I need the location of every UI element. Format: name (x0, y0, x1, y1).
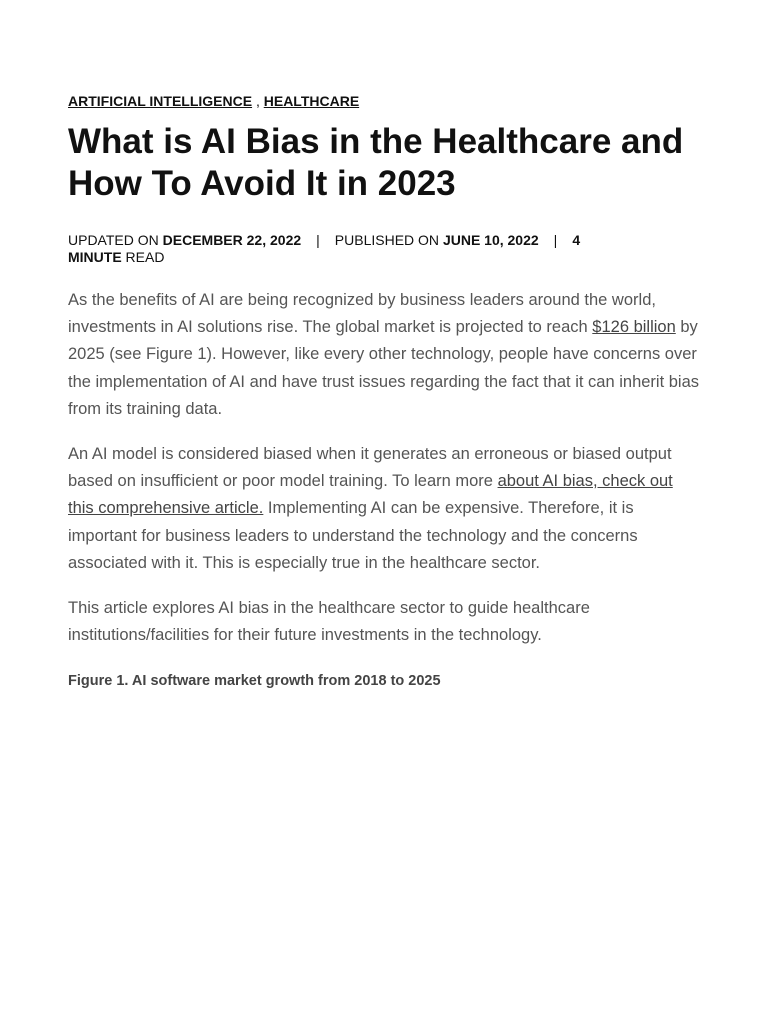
article-meta (68, 232, 628, 266)
read-time-minutes: 4 MINUTE (68, 232, 581, 265)
published-label: PUBLISHED ON (334, 232, 443, 248)
meta-separator: | (316, 232, 320, 248)
ai-bias-article-link[interactable]: about AI bias, check out this comprehensive article. (68, 472, 673, 518)
paragraph-text: As the benefits of AI are being recognized by business leaders around the world, investments in AI solutions rise. The global market is projected to reach (68, 291, 656, 337)
article-title: What is AI Bias in the Healthcare and How To Avoid It in 2023 (68, 122, 684, 203)
category-link-healthcare[interactable]: HEALTHCARE (263, 93, 360, 109)
meta-separator: | (553, 232, 558, 248)
category-separator: , (252, 93, 264, 109)
paragraph-text: An AI model is considered biased when it generates an erroneous or biased output based on insufficient or poor model training. To learn more (68, 445, 672, 491)
paragraph-text: Implementing AI can be expensive. Therefore, it is important for business leaders to understand the technology and the concerns associated with it. This is especially true in the healthcare sector. (68, 499, 638, 572)
market-size-link[interactable]: $126 billion (592, 318, 676, 337)
category-list (68, 93, 359, 110)
published-date: JUNE 10, 2022 (442, 232, 539, 248)
category-link-artificial-intelligence[interactable]: ARTIFICIAL INTELLIGENCE (68, 93, 253, 109)
paragraph-text: by 2025 (see Figure 1). However, like every other technology, people have concerns over the implementation of AI and have trust issues regarding the fact that it can inherit bias from its training data. (68, 318, 700, 418)
intro-paragraph (68, 287, 700, 423)
updated-date: DECEMBER 22, 2022 (162, 232, 302, 248)
figure-caption: Figure 1. AI software market growth from 2018 to 2025 (68, 673, 441, 689)
ai-bias-paragraph (68, 441, 700, 577)
updated-label: UPDATED ON (68, 232, 163, 248)
scope-paragraph: This article explores AI bias in the healthcare sector to guide healthcare institutions/facilities for their future investments in the technology. (68, 599, 590, 645)
read-time-label: READ (121, 249, 165, 265)
